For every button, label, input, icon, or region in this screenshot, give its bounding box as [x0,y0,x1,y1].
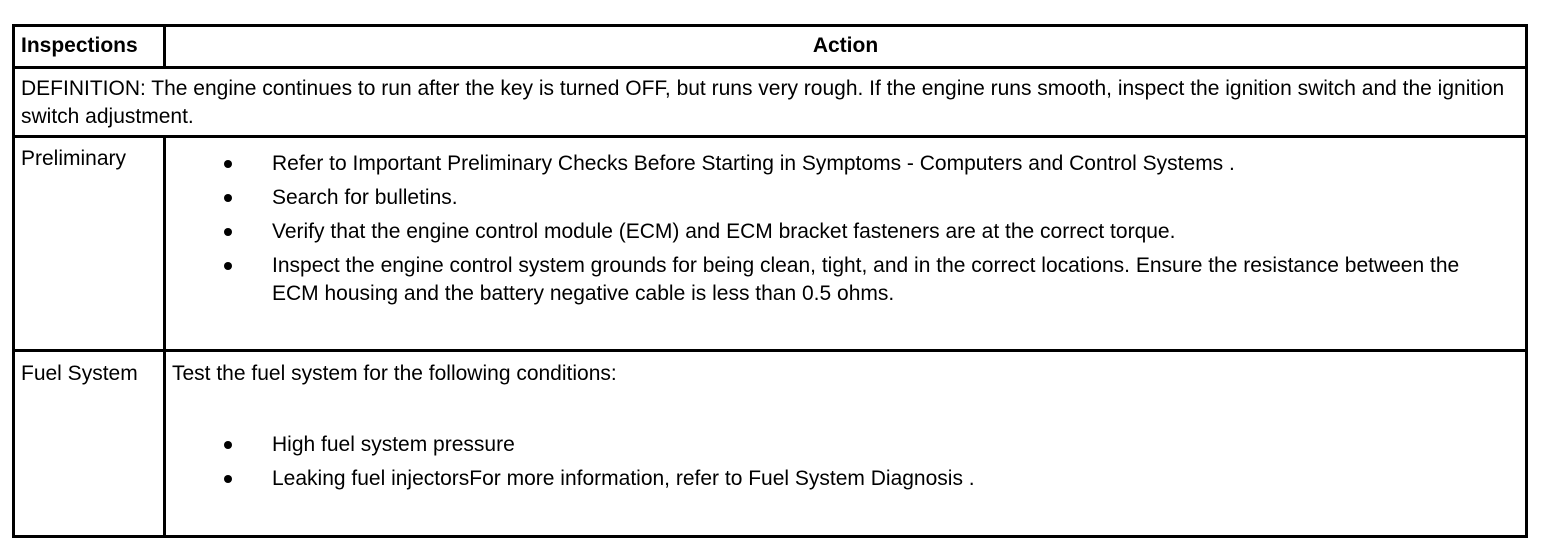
preliminary-actions [166,150,1466,314]
list-item: High fuel system pressure [166,431,1466,459]
list-item: Search for bulletins. [166,184,1466,212]
fuel-system-bullet-list [166,431,1466,493]
bullet-icon [224,262,232,270]
list-item: Inspect the engine control system grounds for being clean, tight, and in the correct locations. Ensure the resistance between the ECM housing and the battery negative cable is less than 0.5 ohms. [166,252,1466,308]
bullet-icon [224,194,232,202]
header-action: Action [812,34,879,57]
fuel-system-actions [166,431,1466,499]
bullet-icon [224,228,232,236]
list-item: Leaking fuel injectorsFor more information, refer to Fuel System Diagnosis . [166,465,1466,493]
row-label-preliminary: Preliminary [21,147,127,170]
preliminary-bullet-list [166,150,1466,308]
list-item: Verify that the engine control module (ECM) and ECM bracket fasteners are at the correct torque. [166,218,1466,246]
row-divider [15,135,1525,138]
bullet-icon [224,475,232,483]
definition-text: DEFINITION: The engine continues to run after the key is turned OFF, but runs very rough. If the engine runs smooth, inspect the ignition switch and the ignition switch adjustment. [21,77,1505,128]
list-item: Refer to Important Preliminary Checks Before Starting in Symptoms - Computers and Control Systems . [166,150,1466,178]
bullet-icon [224,160,232,168]
row-divider [15,349,1525,352]
row-divider [15,66,1525,69]
row-label-fuel-system: Fuel System [21,362,138,385]
inspection-table [12,24,1528,538]
bullet-icon [224,441,232,449]
header-inspections: Inspections [21,34,138,57]
fuel-system-intro: Test the fuel system for the following conditions: [172,362,617,385]
